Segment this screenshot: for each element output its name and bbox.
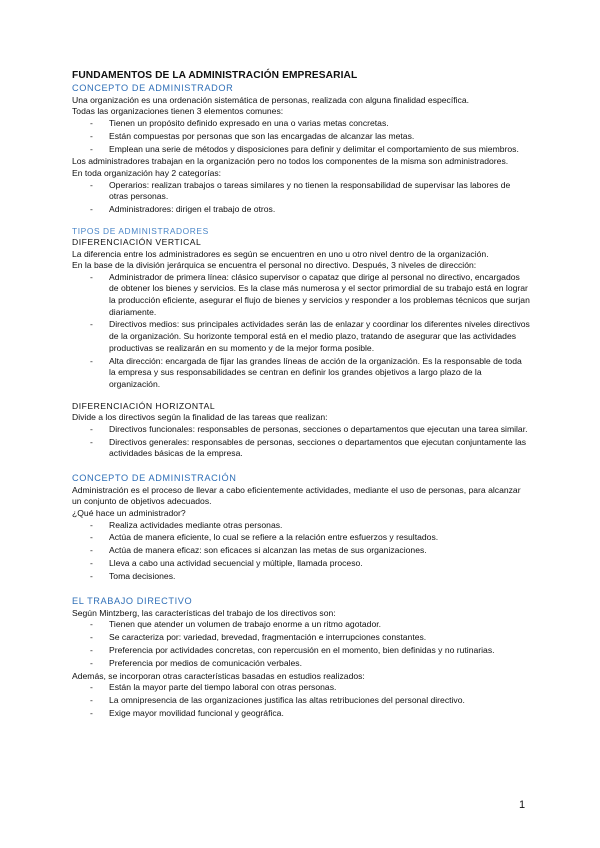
list-item-text: Emplean una serie de métodos y disposiciones para definir y delimitar el comportamiento de sus miembros.	[109, 143, 519, 154]
paragraph: En la base de la división jerárquica se encuentra el personal no directivo. Después, 3 niveles de dirección:	[72, 260, 477, 271]
dash-bullet: -	[90, 682, 93, 693]
dash-bullet: -	[90, 695, 93, 706]
bullet-list	[72, 619, 530, 669]
paragraph: ¿Qué hace un administrador?	[72, 507, 186, 518]
dash-bullet: -	[90, 519, 93, 530]
list-item	[72, 131, 530, 143]
list-item-text: Actúa de manera eficiente, lo cual se refiere a la relación entre esfuerzos y resultados.	[109, 532, 439, 543]
list-item-text: Actúa de manera eficaz: son eficaces si alcanzan las metas de sus organizaciones.	[109, 545, 427, 556]
dash-bullet: -	[90, 619, 93, 630]
paragraph: Según Mintzberg, las características del trabajo de los directivos son:	[72, 607, 336, 618]
dash-bullet: -	[90, 423, 93, 434]
bullet-list	[72, 180, 530, 216]
list-item-text: Están la mayor parte del tiempo laboral con otras personas.	[109, 682, 337, 693]
list-item	[72, 571, 530, 583]
dash-bullet: -	[90, 558, 93, 569]
list-item	[72, 144, 530, 156]
bullet-list	[72, 682, 530, 719]
dash-bullet: -	[90, 204, 93, 215]
list-item	[72, 632, 530, 644]
list-item-text: Administrador de primera línea: clásico supervisor o capataz que dirige al personal no directivo, encargados de obtener los bienes y servicios. Es la clase más numerosa y el sector primordial de su trabajo está en lograr la producción eficiente, asegurar el flujo de bienes y servicios y responder a los problemas técnicos que surjan diariamente.	[109, 271, 530, 317]
bullet-list	[72, 424, 530, 460]
dash-bullet: -	[90, 545, 93, 556]
list-item	[72, 645, 530, 657]
dash-bullet: -	[90, 571, 93, 582]
dash-bullet: -	[90, 657, 93, 668]
dash-bullet: -	[90, 117, 93, 128]
list-item	[72, 682, 530, 694]
section-heading-concepto-administracion: CONCEPTO DE ADMINISTRACIÓN	[72, 473, 237, 484]
list-item	[72, 545, 530, 557]
list-item-text: Tienen un propósito definido expresado en una o varias metas concretas.	[109, 117, 389, 128]
list-item-text: Administradores: dirigen el trabajo de otros.	[109, 204, 276, 215]
dash-bullet: -	[90, 271, 93, 282]
section-heading-concepto-administrador: CONCEPTO DE ADMINISTRADOR	[72, 83, 234, 93]
list-item-text: Preferencia por actividades concretas, con repercusión en el momento, bien definidas y no rutinarias.	[109, 644, 495, 655]
section-heading-trabajo-directivo: EL TRABAJO DIRECTIVO	[72, 596, 193, 607]
list-item-text: Directivos generales: responsables de personas, secciones o departamentos que ejecutan conjuntamente las actividades básicas de la empresa.	[109, 436, 527, 459]
dash-bullet: -	[90, 179, 93, 190]
list-item-text: Tienen que atender un volumen de trabajo enorme a un ritmo agotador.	[109, 619, 381, 630]
list-item	[72, 708, 530, 720]
paragraph: Los administradores trabajan en la organización pero no todos los componentes de la misma son administradores.	[72, 156, 509, 167]
list-item	[72, 118, 530, 130]
list-item-text: Exige mayor movilidad funcional y geográfica.	[109, 708, 284, 719]
dash-bullet: -	[90, 319, 93, 330]
list-item	[72, 619, 530, 631]
paragraph: Administración es el proceso de llevar a cabo eficientemente actividades, mediante el uso de personas, para alcanzar un conjunto de objetivos adecuados.	[72, 484, 521, 507]
paragraph: La diferencia entre los administradores es según se encuentren en uno u otro nivel dentro de la organización.	[72, 248, 489, 259]
list-item-text: Realiza actividades mediante otras personas.	[109, 519, 283, 530]
dash-bullet: -	[90, 532, 93, 543]
dash-bullet: -	[90, 708, 93, 719]
list-item	[72, 272, 530, 318]
list-item	[72, 319, 530, 354]
subheading-vertical: DIFERENCIACIÓN VERTICAL	[72, 237, 202, 248]
paragraph: Divide a los directivos según la finalidad de las tareas que realizan:	[72, 412, 328, 423]
list-item	[72, 558, 530, 570]
list-item	[72, 520, 530, 532]
document-title: FUNDAMENTOS DE LA ADMINISTRACIÓN EMPRESARIAL	[72, 70, 358, 81]
list-item	[72, 424, 530, 436]
list-item	[72, 532, 530, 544]
list-item-text: La omnipresencia de las organizaciones justifica las altas retribuciones del personal directivo.	[109, 695, 465, 706]
dash-bullet: -	[90, 355, 93, 366]
dash-bullet: -	[90, 644, 93, 655]
dash-bullet: -	[90, 130, 93, 141]
list-item-text: Directivos funcionales: responsables de personas, secciones o departamentos que ejecutan una tarea similar.	[109, 423, 528, 434]
paragraph: Todas las organizaciones tienen 3 elementos comunes:	[72, 106, 284, 117]
page-content	[72, 70, 530, 721]
list-item-text: Están compuestas por personas que son las encargadas de alcanzar las metas.	[109, 130, 415, 141]
dash-bullet: -	[90, 436, 93, 447]
list-item-text: Se caracteriza por: variedad, brevedad, fragmentación e interrupciones constantes.	[109, 632, 427, 643]
paragraph: En toda organización hay 2 categorías:	[72, 168, 222, 179]
list-item-text: Preferencia por medios de comunicación verbales.	[109, 657, 302, 668]
list-item	[72, 658, 530, 670]
page-number: 1	[519, 799, 526, 811]
list-item	[72, 356, 530, 391]
list-item-text: Directivos medios: sus principales actividades serán las de enlazar y coordinar los diferentes niveles directivos de la organización. Su horizonte temporal está en el medio plazo, tratando de asegurar que las actividades productivas se realizarán en su momento y de la mejor forma posible.	[109, 319, 530, 353]
list-item-text: Operarios: realizan trabajos o tareas similares y no tienen la responsabilidad de supervisar las labores de otras personas.	[109, 179, 511, 202]
dash-bullet: -	[90, 632, 93, 643]
list-item-text: Alta dirección: encargada de fijar las grandes líneas de acción de la organización. Es la responsable de toda la empresa y sus responsabilidades se centran en definir los grandes objetivos a largo plazo de la organización.	[109, 355, 522, 389]
paragraph: Además, se incorporan otras características basadas en estudios realizados:	[72, 670, 365, 681]
list-item	[72, 204, 530, 216]
section-heading-tipos-administradores: TIPOS DE ADMINISTRADORES	[72, 226, 209, 237]
bullet-list	[72, 118, 530, 155]
subheading-horizontal: DIFERENCIACIÓN HORIZONTAL	[72, 400, 216, 411]
dash-bullet: -	[90, 143, 93, 154]
paragraph: Una organización es una ordenación sistemática de personas, realizada con alguna finalidad específica.	[72, 94, 469, 105]
bullet-list	[72, 520, 530, 583]
list-item	[72, 695, 530, 707]
list-item	[72, 437, 530, 460]
list-item-text: Lleva a cabo una actividad secuencial y múltiple, llamada proceso.	[109, 558, 363, 569]
list-item-text: Toma decisiones.	[109, 571, 176, 582]
list-item	[72, 180, 530, 203]
bullet-list	[72, 272, 530, 391]
